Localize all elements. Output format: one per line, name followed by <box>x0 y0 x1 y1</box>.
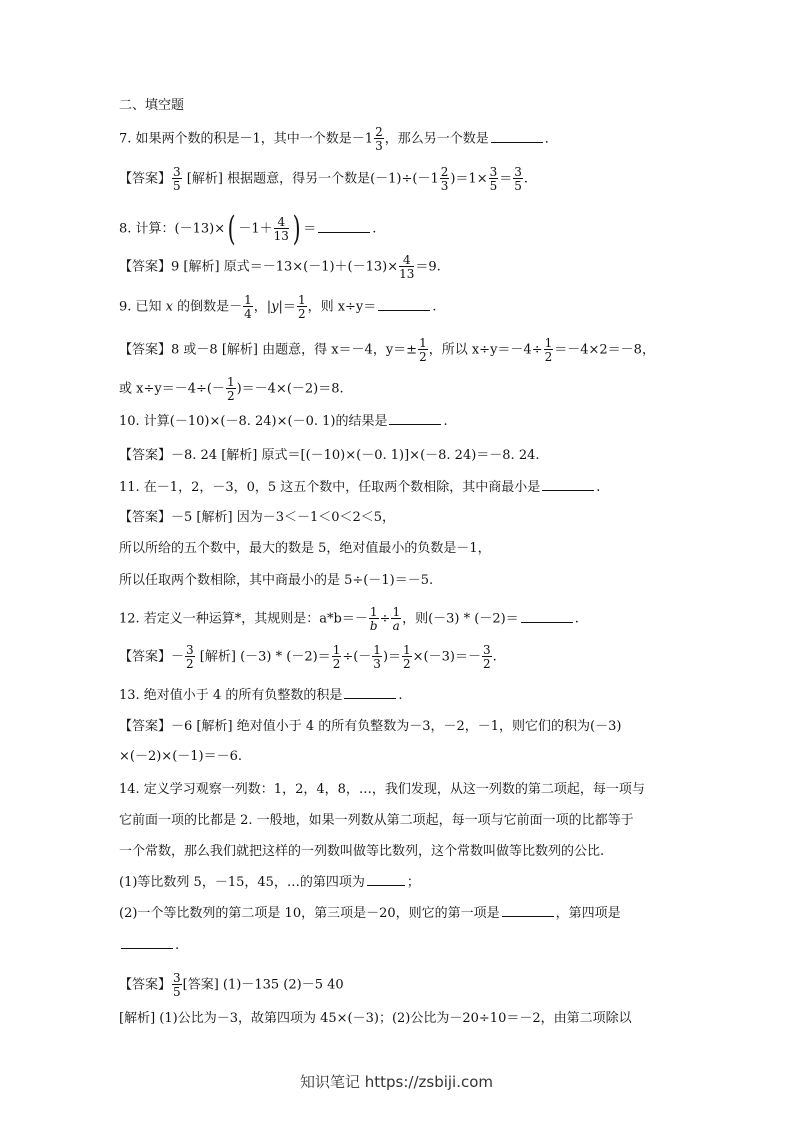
answer-blank <box>367 873 405 886</box>
answer-13: 【答案】－6 [解析] 绝对值小于 4 的所有负整数为－3，－2，－1，则它们的积为(－3) <box>119 719 622 734</box>
answer-label: 【答案】 <box>119 719 172 734</box>
answer-label: 【答案】 <box>119 259 172 275</box>
answer-label: 【答案】 <box>119 448 172 463</box>
left-paren: ( <box>227 209 236 249</box>
answer-9: 【答案】8 或－8 [解析] 由题意，得 x＝－4，y＝± $\frac{1}{2}$ ，所以 x÷y＝－4÷ $\frac{1}{2}$ ＝－4×2＝－8， <box>119 336 655 364</box>
answer-8: 【答案】9 [解析] 原式＝－13×(－1)＋(－13)× $\frac{4}{13}$ ＝9. <box>119 253 441 281</box>
question-14-part2: (2)一个等比数列的第二项是 10，第三项是－20，则它的第一项是 ，第四项是 <box>119 906 621 921</box>
question-11: 11. 在－1，2，－3，0，5 这五个数中，任取两个数相除，其中商最小是 . <box>119 480 601 495</box>
question-8: 8. 计算：(－13)×( －1＋ $\frac{4}{13}$ ) ＝ . <box>119 209 377 249</box>
answer-blank <box>318 220 370 233</box>
section-title: 二、填空题 <box>119 98 185 113</box>
answer-7: 【答案】 $\frac{3}{5}$ [解析] 根据题意，得另一个数是(－1)÷(－1 $\frac{2}{3}$ )＝1× $\frac{3}{5}$ ＝ $\frac{3}{5}$ . <box>119 165 529 193</box>
answer-10: 【答案】－8. 24 [解析] 原式＝[(－10)×(－0. 1)]×(－8. 24)＝－8. 24. <box>119 448 540 463</box>
question-12: 12. 若定义一种运算*，其规则是：a*b＝－ $\frac{1}{b}$ ÷ $\frac{1}{a}$ ，则(－3) * (－2)＝ . <box>119 605 579 633</box>
question-10: 10. 计算(－10)×(－8. 24)×(－0. 1)的结果是 . <box>119 414 448 429</box>
answer-blank <box>502 904 554 917</box>
answer-label: 【答案】 <box>119 342 172 358</box>
question-14-line3: 一个常数，那么我们就把这样的一列数叫做等比数列，这个常数叫做等比数列的公比. <box>119 844 605 859</box>
answer-blank <box>378 298 430 311</box>
answer-blank <box>521 610 573 623</box>
answer-label: 【答案】 <box>119 171 172 187</box>
right-paren: ) <box>292 209 301 249</box>
answer-blank <box>344 686 396 699</box>
answer-blank <box>542 478 594 491</box>
footer-watermark: 知识笔记 https://zsbiji.com <box>299 1073 494 1091</box>
question-14-line1: 14. 定义学习观察一列数：1，2，4，8，…，我们发现，从这一列数的第二项起，每一项与 <box>119 782 645 797</box>
explanation-14: [解析] (1)公比为－3，故第四项为 45×(－3)；(2)公比为－20÷10＝－2，由第二项除以 <box>119 1011 632 1026</box>
question-14-part1: (1)等比数列 5，－15，45，…的第四项为 ； <box>119 875 420 890</box>
answer-blank <box>491 130 543 143</box>
question-13: 13. 绝对值小于 4 的所有负整数的积是 . <box>119 688 403 703</box>
answer-label: 【答案】 <box>119 510 172 525</box>
question-14-part2-cont: . <box>119 936 179 956</box>
answer-label: 【答案】 <box>119 649 172 665</box>
answer-9-cont: 或 x÷y＝－4÷(－ $\frac{1}{2}$ )＝－4×(－2)＝8. <box>119 375 344 403</box>
fraction: $\frac{2}{3}$ <box>375 125 383 153</box>
answer-12: 【答案】－ $\frac{3}{2}$ [解析] (－3) * (－2)＝ $\frac{1}{2}$ ÷(－ $\frac{1}{3}$ )＝ $\frac{1}{2}$ ×(－3)＝－ $\frac{3}{2}$ . <box>119 643 497 671</box>
answer-blank <box>389 412 441 425</box>
answer-13-line2: ×(－2)×(－1)＝－6. <box>119 749 243 764</box>
answer-label: 【答案】 <box>119 977 172 993</box>
question-14-line2: 它前面一项的比都是 2. 一般地，如果一列数从第二项起，每一项与它前面一项的比都等于 <box>119 813 634 828</box>
question-9: 9. 已知 x 的倒数是－ $\frac{1}{4}$ ，|y|＝ $\frac{1}{2}$ ，则 x÷y＝ . <box>119 293 437 321</box>
answer-11: 【答案】－5 [解析] 因为－3＜－1＜0＜2＜5， <box>119 510 396 525</box>
answer-14: 【答案】 $\frac{3}{5}$ [答案] (1)－135 (2)－5 40 <box>119 971 344 999</box>
answer-11-line2: 所以所给的五个数中，最大的数是 5，绝对值最小的负数是－1， <box>119 541 491 556</box>
question-7: 7. 如果两个数的积是－1，其中一个数是－1 $\frac{2}{3}$ ，那么另一个数是 ． <box>119 125 558 153</box>
answer-blank <box>121 936 173 949</box>
answer-11-line3: 所以任取两个数相除，其中商最小的是 5÷(－1)＝－5. <box>119 573 434 588</box>
